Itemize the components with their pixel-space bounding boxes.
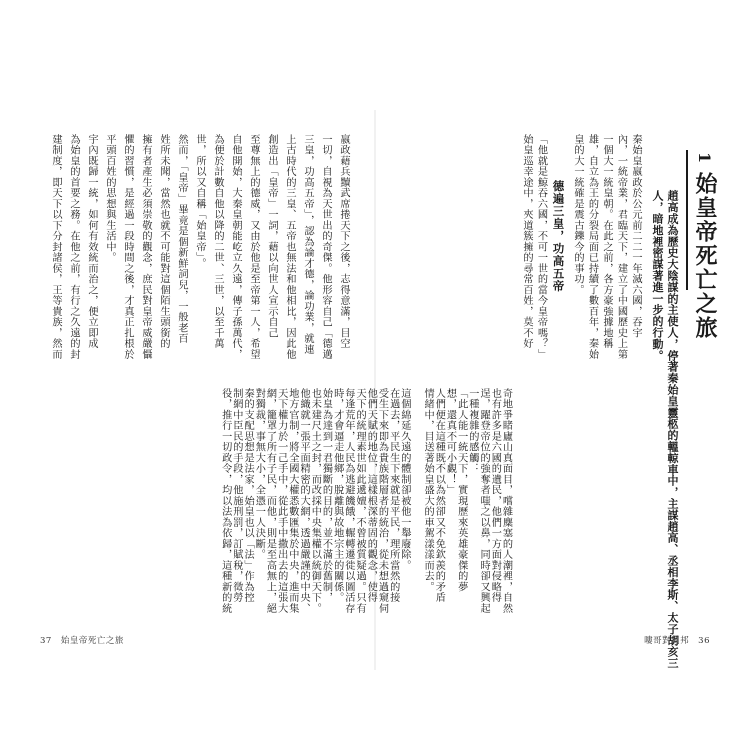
- folio-left: 37 始皇帝死亡之旅: [40, 636, 124, 646]
- body-column: 一切，自視為天世出的奇傑。他形容自己「德邁: [320, 134, 331, 360]
- folio-right: 嘍哥對劉邦 36: [644, 636, 710, 646]
- body-column: 「此人能一統天下，實現歷來英雄豪傑的夢: [455, 388, 467, 593]
- body-column: 宇內既歸一統，如何有效統而治之，便立即成: [86, 134, 97, 349]
- body-column: 嬴政藉兵黷武席捲天下之後，志得意滿，目空: [338, 134, 349, 349]
- body-column: 平頭百姓的思想與生活中。: [104, 134, 115, 263]
- body-column: 一種複雜的感觸：: [466, 388, 478, 474]
- section-subheading: 德遍三皇，功高五帝: [551, 180, 566, 293]
- body-column: 制網中臣民的手段，他施刑罰，訂賦稅，徵勞: [230, 388, 242, 603]
- body-column: 地方官制，將全國大權悉數匯集於中央，進而集: [286, 388, 298, 614]
- body-column: 建制度，即天下以下分封諸侯，王等貴族，然而: [50, 134, 61, 360]
- title-rule: [686, 150, 688, 290]
- body-column: 三皇，功高五帝」，認為論才德，論功業，就連: [302, 134, 313, 355]
- body-column: 受生下來即為貴族階層者的統治，從未想過窺伺: [376, 388, 388, 614]
- intro-line: 人，暗地裡密謀著進一步的行動。: [651, 190, 664, 361]
- body-column: 始皇為達到一君獨斷的目的，並不滿於舊制，: [320, 388, 332, 603]
- body-column: 在過去，平民生下來就是平民，理所當然的接: [387, 388, 399, 603]
- chapter-number: 1: [695, 152, 714, 164]
- body-column: 秦的支配思想是法家，始皇也以「法」作為控: [242, 388, 254, 603]
- body-column: 網，籠罩了所有子民，而他，則是至高無上，絕: [264, 388, 276, 614]
- body-column: 時，才會逼走他鄉，脫離與故地宗主的關係。: [331, 388, 343, 603]
- body-column: 天下權力於一己手中，從此手中撒出去的這張大: [275, 388, 287, 614]
- body-column: 至尊無上的德威，又由於他是至帝第一人，希望: [248, 134, 259, 360]
- body-column: 每逢荒年，人民為逃避饑餓，輾轉遷徙以圖活存: [342, 388, 354, 614]
- body-column: 創造出「皇帝」一詞，藉以向世人宣示自己: [266, 134, 277, 339]
- body-column: 擁有者產生必須崇敬的觀念，庶民對皇帝威嚴懾: [140, 134, 151, 360]
- body-column: 雄，自立為王的分裂局面已持續了數百年，秦始: [586, 134, 598, 360]
- body-column: 奇地爭睹廬山真面目，嚐雜麋塞的人潮裡，自然: [500, 388, 512, 614]
- body-column: 他們天賦的地位，這樣根深蒂固的觀念，使得: [365, 388, 377, 603]
- body-column: 然而，「皇帝」畢竟是個新鮮詞兒，一般老百: [176, 134, 187, 344]
- body-column: 他織就一張平面精密的大網，透過嚴謹的中央、: [298, 388, 310, 614]
- body-column: 天下的統理素世如此遞嬗，不曾被質疑過。只有: [354, 388, 366, 614]
- body-column: 逞，躍登帝位的強奪者嗤之以鼻，同時卻又興起: [478, 388, 490, 614]
- body-column: 始皇巡幸途中，夾道簇擁的尋常百姓，莫不好: [521, 134, 532, 349]
- body-column: 一個大一統皇朝。在此之前，各方豪強據地稱: [601, 134, 612, 349]
- body-column: 人們便在這種既不以為然卻又不免欽羨的矛盾: [433, 388, 445, 603]
- body-column: 懼的習慣，是經過一段時間之後，才真正扎根於: [122, 134, 133, 360]
- body-column: 皇的大一統確是震古鑠今的事功。: [572, 134, 583, 296]
- body-column: 內，一統帝業，君臨天下，建立了中國歷史上第: [615, 134, 627, 360]
- body-column: 世，所以又自稱「始皇帝」。: [194, 134, 205, 269]
- body-column: 對獨裁，事無大小，全憑一人決斷。: [253, 388, 265, 560]
- body-column: 為始皇的首要之務。在他之前，有行之久遠的封: [68, 134, 79, 360]
- body-column: 也有許多是六國的遺民，他們一方面對侵略得: [489, 388, 501, 603]
- body-column: 上古時代的三皇、五帝也無法和他相比，因此他: [284, 134, 295, 360]
- body-column: 情緒中，目送著始皇盛大的車駕漾漾而去。: [422, 388, 434, 593]
- body-column: 秦始皇嬴政於公元前二二一年滅六國，吞宇: [630, 134, 641, 339]
- body-column: 自他開始，大秦皇朝能屹立久遠，傳子孫萬代，: [230, 134, 241, 360]
- body-column: 姓所未聞，當然也就不可能對這個陌生頭銜的: [158, 134, 169, 349]
- intro-line: 趙高成為歷史大陰謀的主使人，停著秦始皇靈柩的轀輬車中，主謀趙高、丞相李斯、太子胡亥三: [666, 190, 679, 669]
- body-column: 為便於計數自他以降的二世、三世，以至千萬: [212, 134, 223, 349]
- body-column: 這個綿延久遠的體制卻被他一舉廢除。: [398, 388, 410, 571]
- chapter-title: 始皇帝死亡之旅: [692, 172, 718, 340]
- body-column: 「他就是鯨吞六國，不可一世的當今皇帝嗎？」: [535, 134, 547, 360]
- body-column: 也未建尺土之封，而改採中央集權以統御天下。: [309, 388, 321, 614]
- body-column: 役，推行一切政令，均以法為依歸，這種新的統: [219, 388, 231, 614]
- body-column: 想，還真不可小覷！」: [444, 388, 456, 496]
